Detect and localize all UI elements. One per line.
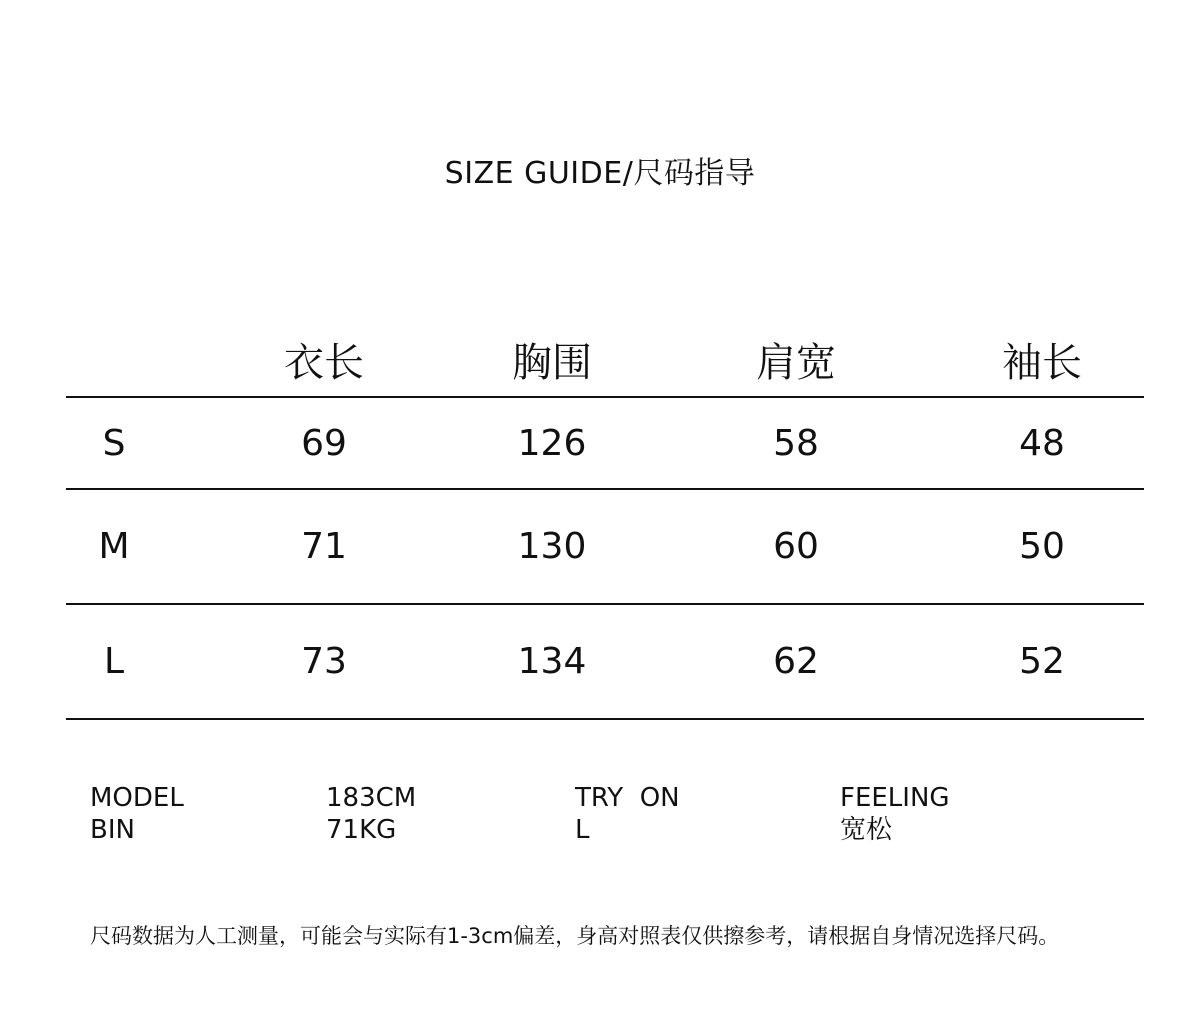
cell-sleeve: 48 [1019,422,1065,464]
cell-shoulder: 62 [773,641,819,682]
table-row [66,605,1144,720]
try-on-size: L [575,815,590,845]
table-row [66,490,1144,605]
try-on-block [575,782,680,846]
try-on-label: TRY ON [575,783,680,813]
header-shoulder: 肩宽 [756,340,836,386]
row-size-label: S [102,422,126,464]
measurement-note: 尺码数据为人工测量，可能会与实际有1-3cm偏差，身高对照表仅供擦参考，请根据自身情况选择尺码。 [90,924,1060,948]
header-length: 衣长 [284,340,364,386]
cell-shoulder: 58 [773,422,819,464]
cell-length: 71 [301,526,347,567]
model-label: MODEL [90,783,184,813]
feeling-value: 宽松 [840,815,893,845]
model-weight: 71KG [326,815,397,845]
model-info [0,782,1200,852]
header-size [66,330,162,396]
cell-sleeve: 50 [1019,526,1065,567]
cell-chest: 126 [517,422,587,464]
model-name: BIN [90,815,135,845]
cell-sleeve: 52 [1019,641,1065,682]
model-measurements-block [326,782,416,846]
cell-length: 73 [301,641,347,682]
table-header-row [66,330,1144,398]
header-chest: 胸围 [512,340,592,386]
cell-chest: 134 [517,641,587,682]
row-size-label: M [98,526,130,567]
header-sleeve: 袖长 [1002,340,1082,386]
cell-shoulder: 60 [773,526,819,567]
model-height: 183CM [326,783,417,813]
cell-length: 69 [301,422,347,464]
model-name-block [90,782,184,846]
feeling-block [840,782,950,846]
page-title: SIZE GUIDE/尺码指导 [444,156,756,191]
cell-chest: 130 [517,526,587,567]
table-row [66,398,1144,490]
feeling-label: FEELING [840,783,950,813]
row-size-label: L [103,641,125,682]
size-table [66,330,1144,720]
